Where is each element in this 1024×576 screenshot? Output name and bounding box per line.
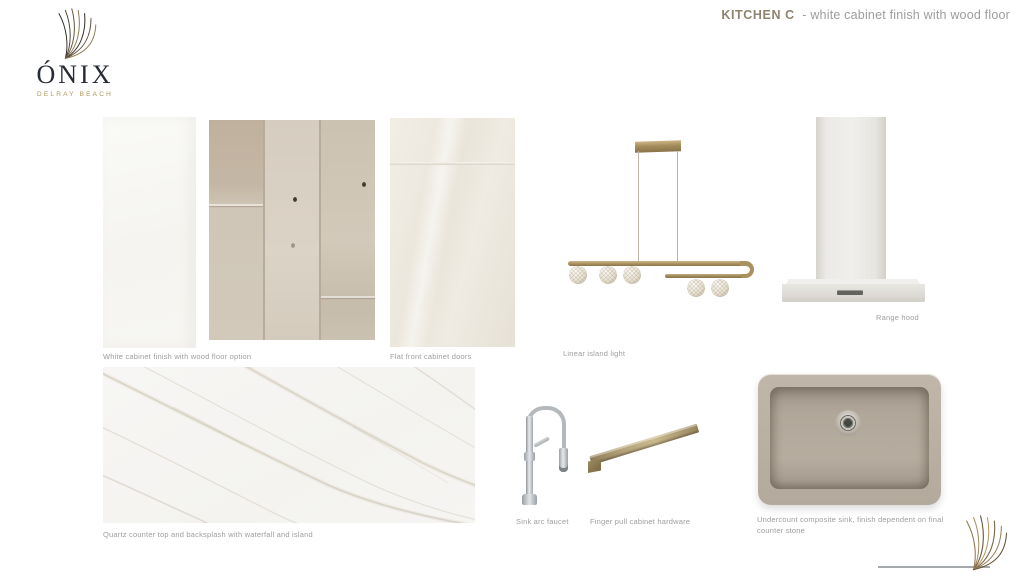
light-globe <box>599 266 617 284</box>
plank-seam <box>209 204 263 206</box>
label-finger-pull: Finger pull cabinet hardware <box>590 517 691 526</box>
light-globe <box>711 279 729 297</box>
page-title-subtitle: - white cabinet finish with wood floor <box>802 8 1010 22</box>
sink-basin <box>770 387 929 489</box>
sink-drain-strainer <box>840 415 856 431</box>
label-undercount-sink: Undercount composite sink, finish dependent on final counter stone <box>757 515 944 535</box>
door-seam <box>390 162 515 165</box>
pull-bar <box>589 424 699 465</box>
brand-logo <box>22 4 128 98</box>
quartz-veins <box>103 367 475 523</box>
hood-duct <box>816 117 886 281</box>
brand-tagline: DELRAY BEACH <box>36 91 113 98</box>
flat-front-cabinet-door-swatch <box>390 118 515 347</box>
corner-swoosh-icon <box>958 509 1010 573</box>
light-canopy <box>635 140 681 153</box>
plank-seam <box>321 296 375 298</box>
light-bar <box>568 261 745 266</box>
label-range-hood: Range hood <box>876 313 919 322</box>
faucet-collar <box>524 452 535 461</box>
wood-floor-swatch <box>209 120 375 340</box>
label-linear-island-light: Linear island light <box>563 349 626 358</box>
undercount-composite-sink <box>758 374 941 505</box>
light-globe <box>687 279 705 297</box>
page-title-room: KITCHEN C <box>721 8 795 22</box>
light-globe <box>569 266 587 284</box>
quartz-counter-swatch <box>103 367 475 523</box>
wood-plank <box>321 120 375 340</box>
light-wire <box>638 151 639 262</box>
page-title <box>721 8 1010 22</box>
light-bar-lower <box>665 274 742 278</box>
light-globe <box>623 266 641 284</box>
label-quartz-counter: Quartz counter top and backsplash with waterfall and island <box>103 530 313 539</box>
linear-island-light <box>560 135 765 300</box>
sink-arc-faucet <box>512 400 584 508</box>
label-sink-arc-faucet: Sink arc faucet <box>516 517 569 526</box>
range-hood <box>778 114 928 304</box>
faucet-spray-head <box>559 448 568 472</box>
wood-knot <box>362 182 366 187</box>
label-white-cabinet-finish: White cabinet finish with wood floor option <box>103 352 252 361</box>
light-wire <box>677 151 678 262</box>
finger-pull-hardware <box>586 428 710 486</box>
white-cabinet-finish-swatch <box>103 117 196 348</box>
brand-swoosh-icon <box>44 4 106 60</box>
faucet-base <box>522 494 537 505</box>
wood-plank <box>265 120 319 340</box>
label-flat-front-doors: Flat front cabinet doors <box>390 352 472 361</box>
wood-plank <box>209 120 263 340</box>
wood-knot <box>291 243 295 248</box>
hood-control-panel <box>837 290 863 295</box>
light-bar-curve <box>740 261 754 278</box>
brand-name: ÓNIX <box>36 60 114 89</box>
wood-knot <box>293 197 297 202</box>
